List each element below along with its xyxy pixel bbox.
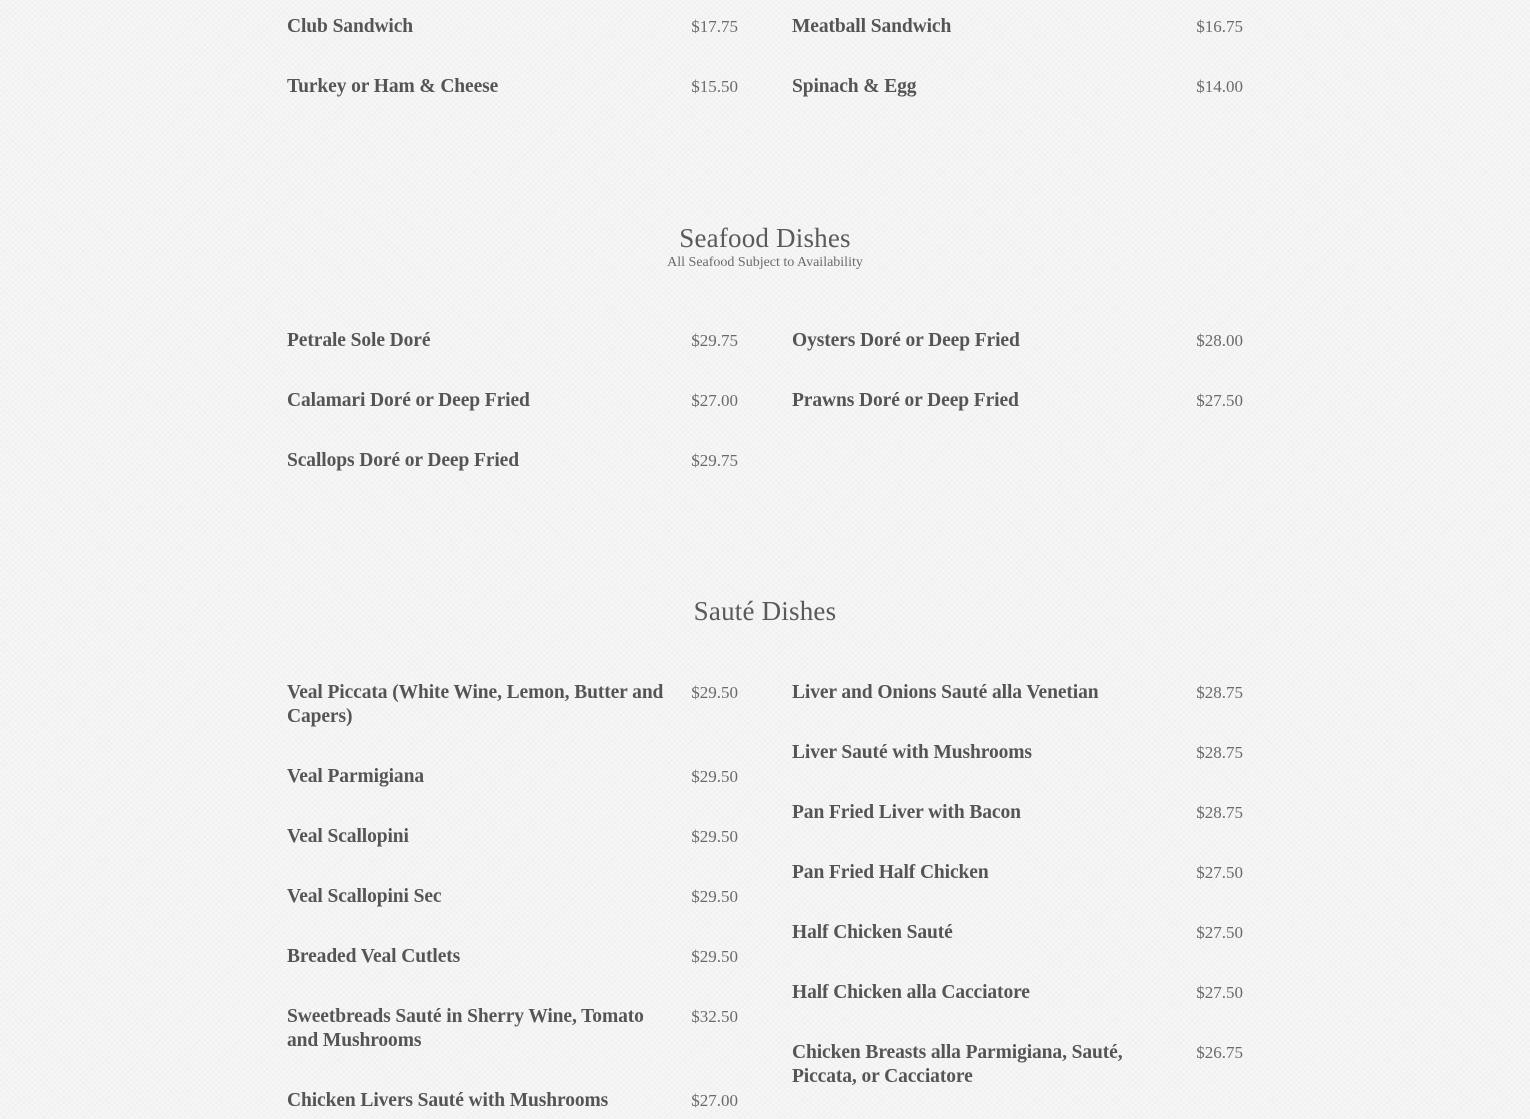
menu-item-name: Half Chicken Sauté xyxy=(792,922,953,943)
menu-item xyxy=(287,389,738,413)
menu-item-price: $29.50 xyxy=(691,683,738,702)
menu-item xyxy=(792,1041,1243,1089)
menu-item-price: $28.75 xyxy=(1196,683,1243,702)
menu-item xyxy=(792,389,1243,413)
menu-item xyxy=(287,885,738,909)
menu-item-price: $29.50 xyxy=(691,947,738,966)
menu-item-price: $17.75 xyxy=(691,17,738,36)
menu-item-price: $27.50 xyxy=(1196,983,1243,1002)
menu-item-name: Calamari Doré or Deep Fried xyxy=(287,390,530,411)
menu-item xyxy=(792,801,1243,825)
menu-item-name: Spinach & Egg xyxy=(792,76,917,97)
saute-header xyxy=(287,595,1243,627)
menu-item-name: Club Sandwich xyxy=(287,16,414,37)
seafood-grid xyxy=(287,329,1243,509)
menu-item xyxy=(287,329,738,353)
menu-item-name: Chicken Livers Sauté with Mushrooms xyxy=(287,1090,609,1111)
menu-item-price: $27.50 xyxy=(1196,391,1243,410)
menu-item-price: $29.75 xyxy=(691,451,738,470)
menu-item-name: Liver Sauté with Mushrooms xyxy=(792,742,1032,763)
saute-grid xyxy=(287,681,1243,1119)
saute-col-left xyxy=(287,681,738,1119)
menu-item xyxy=(287,449,738,473)
menu-item xyxy=(792,741,1243,765)
menu-item xyxy=(792,329,1243,353)
menu-item-name: Scallops Doré or Deep Fried xyxy=(287,450,519,471)
menu-item-name: Veal Scallopini xyxy=(287,826,409,847)
menu-item-price: $27.00 xyxy=(691,391,738,410)
menu-item-price: $29.50 xyxy=(691,827,738,846)
seafood-col-right xyxy=(792,329,1243,509)
menu-item xyxy=(792,861,1243,885)
menu-item xyxy=(792,921,1243,945)
seafood-col-left xyxy=(287,329,738,509)
menu-item-name: Pan Fried Half Chicken xyxy=(792,862,989,883)
menu-item-price: $16.75 xyxy=(1196,17,1243,36)
menu-item-price: $32.50 xyxy=(691,1007,738,1026)
menu-item-name: Chicken Breasts alla Parmigiana, Sauté, Piccata, or Cacciatore xyxy=(792,1042,1123,1087)
menu-item-price: $15.50 xyxy=(691,77,738,96)
section-title: Sauté Dishes xyxy=(693,596,837,626)
menu-item-name: Half Chicken alla Cacciatore xyxy=(792,982,1030,1003)
seafood-header xyxy=(287,222,1243,272)
menu-item-name: Veal Piccata (White Wine, Lemon, Butter and Capers) xyxy=(287,682,664,727)
menu-item xyxy=(287,15,738,39)
menu-item xyxy=(287,75,738,99)
menu-item-price: $28.75 xyxy=(1196,743,1243,762)
menu-item-price: $28.75 xyxy=(1196,803,1243,822)
menu-item-price: $29.75 xyxy=(691,331,738,350)
menu-item xyxy=(792,981,1243,1005)
menu-item-name: Turkey or Ham & Cheese xyxy=(287,76,499,97)
menu-item-price: $27.00 xyxy=(691,1091,738,1110)
sandwich-col-left xyxy=(287,15,738,135)
menu-item-name: Breaded Veal Cutlets xyxy=(287,946,461,967)
sandwich-grid xyxy=(287,15,1243,135)
menu-item-name: Veal Parmigiana xyxy=(287,766,424,787)
menu-item-name: Sweetbreads Sauté in Sherry Wine, Tomato and Mushrooms xyxy=(287,1006,644,1051)
menu-item-price: $28.00 xyxy=(1196,331,1243,350)
menu-item-price: $14.00 xyxy=(1196,77,1243,96)
menu-item-name: Pan Fried Liver with Bacon xyxy=(792,802,1021,823)
menu-item xyxy=(792,15,1243,39)
menu-item xyxy=(792,75,1243,99)
menu-item-price: $26.75 xyxy=(1196,1043,1243,1062)
section-title: Seafood Dishes xyxy=(679,223,851,253)
menu-item-name: Prawns Doré or Deep Fried xyxy=(792,390,1019,411)
menu-item-name: Petrale Sole Doré xyxy=(287,330,431,351)
menu-item-price: $27.50 xyxy=(1196,863,1243,882)
menu-item xyxy=(287,681,738,729)
sandwich-col-right xyxy=(792,15,1243,135)
menu-item-price: $29.50 xyxy=(691,887,738,906)
menu-item xyxy=(287,1005,738,1053)
menu-item xyxy=(287,1089,738,1113)
menu-item xyxy=(287,825,738,849)
menu-item xyxy=(287,765,738,789)
menu-item-name: Liver and Onions Sauté alla Venetian xyxy=(792,682,1099,703)
menu-item-name: Meatball Sandwich xyxy=(792,16,952,37)
menu-item-price: $27.50 xyxy=(1196,923,1243,942)
menu-item-name: Oysters Doré or Deep Fried xyxy=(792,330,1020,351)
menu-item xyxy=(792,681,1243,705)
saute-col-right xyxy=(792,681,1243,1119)
menu-item xyxy=(287,945,738,969)
menu-item-name: Veal Scallopini Sec xyxy=(287,886,442,907)
section-subtitle: All Seafood Subject to Availability xyxy=(667,255,863,270)
menu-item-price: $29.50 xyxy=(691,767,738,786)
